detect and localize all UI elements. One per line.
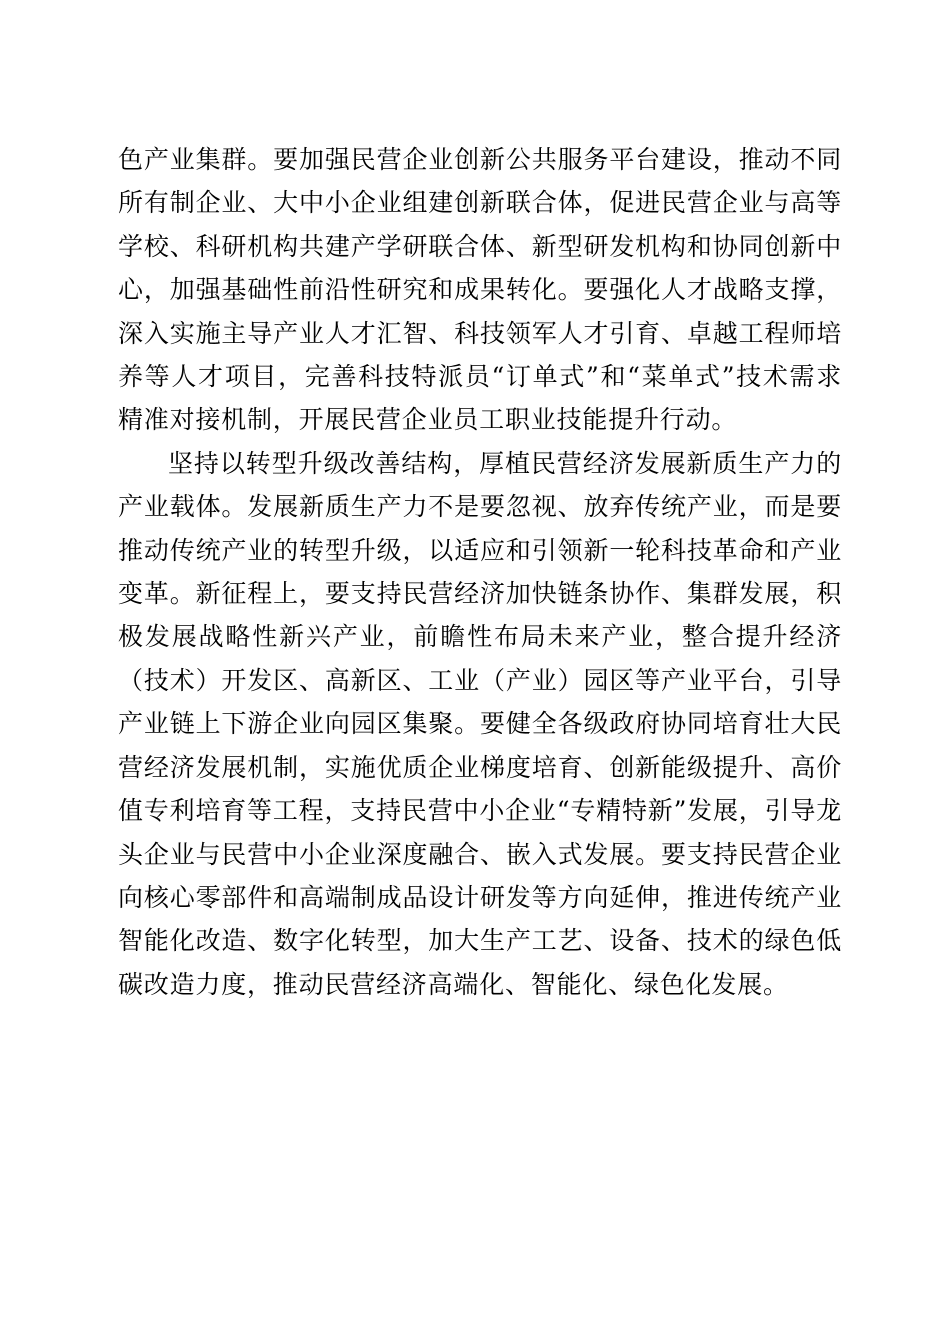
document-body <box>118 138 842 1006</box>
paragraph-continued: 色产业集群。要加强民营企业创新公共服务平台建设，推动不同所有制企业、大中小企业组建创新联合体，促进民营企业与高等学校、科研机构共建产学研联合体、新型研发机构和协同创新中心，加强基础性前沿性研究和成果转化。要强化人才战略支撑，深入实施主导产业人才汇智、科技领军人才引育、卓越工程师培养等人才项目，完善科技特派员“订单式”和“菜单式”技术需求精准对接机制，开展民营企业员工职业技能提升行动。 <box>118 145 842 435</box>
paragraph-industrial-upgrade: 坚持以转型升级改善结构，厚植民营经济发展新质生产力的产业载体。发展新质生产力不是要忽视、放弃传统产业，而是要推动传统产业的转型升级，以适应和引领新一轮科技革命和产业变革。新征程上，要支持民营经济加快链条协作、集群发展，积极发展战略性新兴产业，前瞻性布局未来产业，整合提升经济（技术）开发区、高新区、工业（产业）园区等产业平台，引导产业链上下游企业向园区集聚。要健全各级政府协同培育壮大民营经济发展机制，实施优质企业梯度培育、创新能级提升、高价值专利培育等工程，支持民营中小企业“专精特新”发展，引导龙头企业与民营中小企业深度融合、嵌入式发展。要支持民营企业向核心零部件和高端制成品设计研发等方向延伸，推进传统产业智能化改造、数字化转型，加大生产工艺、设备、技术的绿色低碳改造力度，推动民营经济高端化、智能化、绿色化发展。 <box>118 448 842 999</box>
